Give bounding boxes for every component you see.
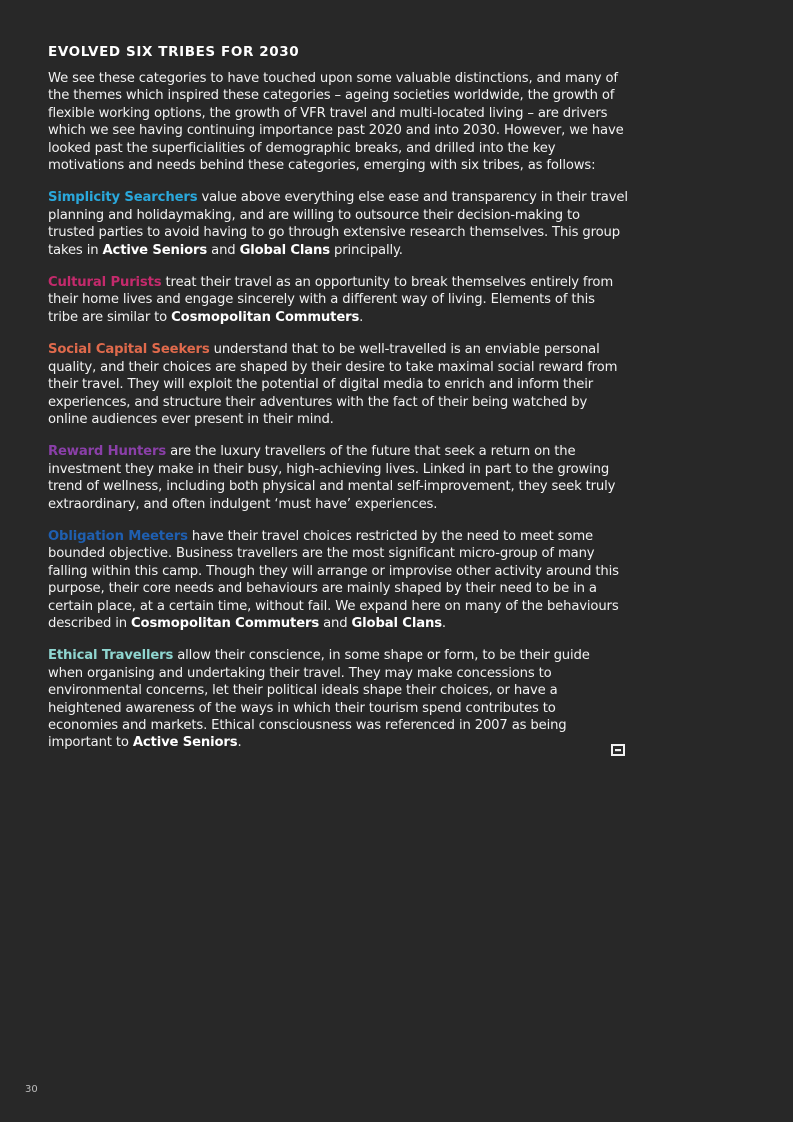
category-reference: Active Seniors bbox=[102, 242, 208, 258]
tribe-name: Simplicity Searchers bbox=[48, 190, 198, 206]
category-reference: Global Clans bbox=[239, 242, 330, 258]
tribe-description: have their travel choices restricted by the need to meet some bounded objective. Business travellers are the most significant micro-group of many falling within this camp. Though they will arrange or improvise other activity around this purpose, their core needs and behaviours are mainly shaped by their need to be in a certain place, at a certain time, without fail. We expand here on many of the behaviours described in bbox=[48, 528, 619, 631]
intro-paragraph: We see these categories to have touched upon some valuable distinctions, and many of the themes which inspired these categories – ageing societies worldwide, the growth of flexible working options, the growth of VFR travel and multi-located living – are drivers which we see having continuing importance past 2020 and into 2030. However, we have looked past the superficialities of demographic breaks, and drilled into the key motivations and needs behind these categories, emerging with six tribes, as follows: bbox=[48, 71, 624, 174]
category-reference: Cosmopolitan Commuters bbox=[171, 309, 360, 325]
tribe-name: Cultural Purists bbox=[48, 275, 162, 291]
tribe-social-capital-seekers bbox=[48, 341, 628, 428]
section-heading: EVOLVED SIX TRIBES FOR 2030 bbox=[48, 44, 300, 60]
tribe-name: Obligation Meeters bbox=[48, 528, 188, 544]
tribe-simplicity-searchers bbox=[48, 189, 628, 259]
tribe-description: understand that to be well-travelled is an enviable personal quality, and their choices are shaped by their desire to take maximal social reward from their travel. They will exploit the potential of digital media to enrich and inform their experiences, and structure their adventures with the fact of their being watched by online audiences ever present in their mind. bbox=[48, 342, 618, 427]
tribe-description: treat their travel as an opportunity to break themselves entirely from their home lives and engage sincerely with a different way of living. Elements of this tribe are similar to bbox=[48, 275, 614, 325]
tribe-description-end: . bbox=[237, 735, 242, 751]
tribe-name: Social Capital Seekers bbox=[48, 342, 210, 358]
tribe-ethical-travellers bbox=[48, 647, 628, 751]
tribe-description-end: . bbox=[359, 309, 364, 325]
tribe-name: Ethical Travellers bbox=[48, 648, 174, 664]
category-reference: Global Clans bbox=[351, 615, 442, 631]
category-reference: Cosmopolitan Commuters bbox=[131, 615, 320, 631]
tribe-reward-hunters bbox=[48, 443, 628, 513]
tribe-description: value above everything else ease and transparency in their travel planning and holidaymaking, and are willing to outsource their decision-making to trusted parties to avoid having to go through extensive research themselves. This group takes in bbox=[48, 190, 628, 258]
end-of-article-icon bbox=[611, 744, 625, 756]
tribe-description-connector: and bbox=[319, 615, 352, 631]
category-reference: Active Seniors bbox=[132, 735, 238, 751]
tribe-description-connector: and bbox=[207, 242, 240, 258]
tribe-name: Reward Hunters bbox=[48, 444, 167, 460]
tribe-obligation-meeters bbox=[48, 528, 628, 632]
tribe-description-end: principally. bbox=[329, 242, 403, 258]
tribe-cultural-purists bbox=[48, 274, 628, 326]
page-number: 30 bbox=[25, 1084, 38, 1095]
tribe-description: are the luxury travellers of the future that seek a return on the investment they make in their busy, high-achieving lives. Linked in part to the growing trend of wellness, including both physical and mental self-improvement, they seek truly extraordinary, and often indulgent ‘must have’ experiences. bbox=[48, 444, 616, 512]
tribe-description: allow their conscience, in some shape or form, to be their guide when organising and undertaking their travel. They may make concessions to environmental concerns, let their political ideals shape their choices, or have a heightened awareness of the ways in which their tourism spend contributes to economies and markets. Ethical consciousness was referenced in 2007 as being important to bbox=[48, 648, 590, 751]
tribe-description-end: . bbox=[441, 615, 446, 631]
article bbox=[48, 44, 628, 767]
